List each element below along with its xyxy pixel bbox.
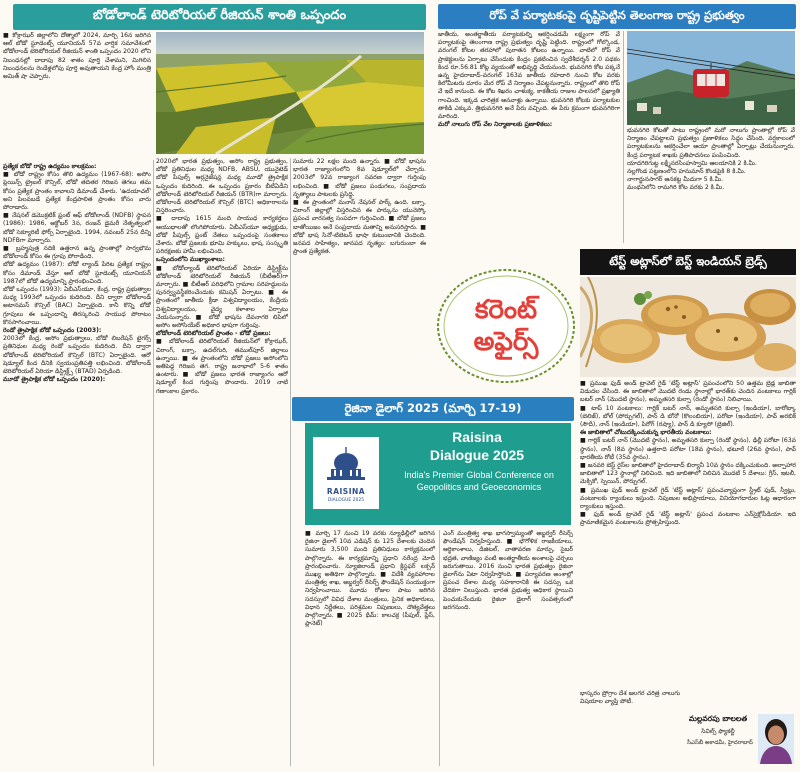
bodoland-title [13, 4, 426, 30]
author-photo [758, 714, 794, 764]
breads-title [580, 249, 796, 275]
ropeway-col2: భువనగిరి కోటతో పాటు రాష్ట్రంలో మరో నాలుగు ప్రాంతాల్లో రోప్ వే నిర్మాణం చేపట్టాలని ప్రభుత్వం ప్రణాళికలు సిద్ధం చేసింది. వర్షకాలంలో పర్యాటకులను ఆకర్షించేలా ఆయా ప్రాంతాల్లో ఏర్పాట్లు చేయనున్నారు. కేంద్ర పర్యాటక శాఖకు ప్రతిపాదనలు పంపించింది. యాదగిరిగుట్ట లక్ష్మీనరసింహస్వామి ఆలయానికి 2 కి.మీ. నల్లగొండ పట్టణంలోని హనుమాన్ కొండపైకి 8 కి.మీ. నాగార్జునసాగర్ ఆనకట్ట మీదుగా 5 కి.మీ. మంథనిలోని రామగిరి కోట వరకు 2 కి.మీ. [627, 127, 795, 192]
breads-title-text: టేస్ట్ అట్లాస్‌లో బెస్ట్ ఇండియన్ బ్రెడ్స్ [609, 253, 767, 268]
ropeway-title-text: రోప్ వే పర్యాటకంపై దృష్టిపెట్టిన తెలంగాణ రాష్ట్ర ప్రభుత్వం [489, 8, 745, 22]
ropeway-photo [627, 31, 795, 125]
raisina-banner-title-1: Raisina [452, 429, 502, 445]
raisina-banner [305, 423, 571, 525]
breads-col: ■ ప్రముఖ ఫుడ్ అండ్ ట్రావెల్ గైడ్ 'టేస్ట్ అట్లాస్' ప్రపంచంలోని 50 ఉత్తమ బ్రెడ్ల జాబితా విడుదల చేసింది. ఈ జాబితాలో మొదటి రెండు స్థానాల్లో భారత్‌కు చెందిన వంటకాలు గార్లిక్ బటర్ నాన్ (మొదటి స్థానం), అమృతసరి కుల్చా (రెండో స్థానం) నిలిచాయి. ■ టాప్ 10 వంటకాలు: గార్లిక్ బటర్ నాన్, అమృతసరి కుల్చా (ఇండియా), బారోట్కా (బెలిజ్), బోల్ (పోర్చుగల్), పాన్ డి బోనో (కొలంబియా), పరోటా (ఇండియా), పావ్ అరబిక్ (సౌదీ), నాన్ (ఇండియా), పిరోగ్ (రష్యా), పాన్ డి క్యూసో (బ్రెజిల్). ఈ జాబితాలో చోటుదక్కించుకున్న భారతీయ వంటకాలు: ■ గార్లిక్ బటర్ నాన్ (మొదటి స్థానం), అమృతసరి కుల్చా (రెండో స్థానం), ఢిల్లీ పరోటా (63వ స్థానం), నాన్ (8వ స్థానం) ఉత్తరాది పరోటా (18వ స్థానం), భటూరే (26వ స్థానం), పావ్ భారతీయ రోటీ (35వ స్థానం). ■ జనవరి బెస్ట్ రైస్‌ల జాబితాలో హైదరాబాద్ బిర్యానీ 10వ స్థానం దక్కించుకుంది. అల్పాహార జాబితాలో 123 స్థానాల్లో నిలిచింది. ఇది జాబితాలో నిలిచిన మొదటి 5 దేశాలు: గ్రీస్, ఇటలీ, మెక్సికో, స్పెయిన్, పోర్చుగల్. ■ ప్రముఖ ఫుడ్ అండ్ ట్రావెల్ గైడ్ 'టేస్ట్ అట్లాస్' ప్రపంచవ్యాప్తంగా స్ట్రీట్ ఫుడ్, స్వీట్లు, వంటకాలకు ర్యాంకులు ఇస్తుంది. నిపుణుల అభిప్రాయాలు, వినియోగదారుల ఓట్ల ఆధారంగా ర్యాంకులు ఇస్తుంది. ■ ఫుడ్ అండ్ ట్రావెల్ గైడ్ 'టేస్ట్ అట్లాస్' ప్రపంచ వంటకాల ఎన్‌సైక్లోపీడియా. ఇది ప్రామాణికమైన వంటకాలను ప్రోత్సహిస్తుంది. [580, 380, 796, 527]
ropeway-col1: జాతీయ, అంతర్జాతీయ పర్యాటకుల్ని ఆకర్షించడమే లక్ష్యంగా రోప్ వే పర్యాటకంపై తెలంగాణ రాష్ట్ర ప్రభుత్వం దృష్టి పెట్టింది. రాష్ట్రంలో గోల్కొండ, వరంగల్ కోటల తరహాలో పురాతన కోటలు ఉన్నాయి. వాటిలో రోప్ వే ప్రాజెక్టులను ఏర్పాటు చేసేందుకు కేంద్రం ప్రకటించిన స్వదేశీదర్శన్ 2.0 పథకం కింద రూ.56.81 కోట్ల వ్యయంతో అభివృద్ధి చేయనుంది. భువనగిరి కోట పక్కనే ఉన్న హైదరాబాద్-వరంగల్ 163వ జాతీయ రహదారి నుంచి కోట వరకు కిలోమీటరు దూరం మేర రోప్ వే నిర్మాణం చేపట్టనున్నారు. రాష్ట్రంలో తొలి రోప్ వే ఇదే కానుంది. ఈ కోట శిఖరం చాళుక్య, కాకతీయ రాజుల పాలనలో ప్రఖ్యాతి గాంచింది. ఇక్కడ చారిత్రక ఆనవాళ్లు ఉన్నాయి. భువనగిరి కోటకు పర్యాటకుల తాకిడి ఎక్కువ. త్రిభువనగిరి అనే పేరు వచ్చింది. ఈ పేరు క్రమంగా భువనగిరిగా మారింది. మరో నాలుగు రోప్ వేల నిర్మాణాలకు ప్రణాళికలు: [438, 31, 620, 129]
bodoland-title-text: బోడోలాండ్ టెరిటోరియల్ రీజియన్ శాంతి ఒప్పందం [92, 8, 347, 23]
raisina-col2: ఎంగ్ మంత్రిత్వ శాఖ భాగస్వామ్యంతో అబ్జర్వర్ రీసెర్చ్ ఫౌండేషన్ నిర్వహిస్తుంది. ■ భౌగోళిక రాజకీయాలు, ఆర్థికాంశాలు, డిజిటల్, వాతావరణ మార్పు, సైబర్ భద్రత, వాణిజ్యం వంటి అంతర్జాతీయ అంశాలపై చర్చలు జరుగుతాయి. 2016 నుంచి భారత ప్రభుత్వం రైజినా డైలాగ్‌ను ఏటా నిర్వహిస్తోంది. ■ పర్యావరణ అంశాల్లో ప్రపంచ దేశాల మధ్య సహకారానికి ఈ సదస్సు ఒక వేదికగా నిలుస్తుంది. భారత ప్రభుత్వ ఆధికార స్థాయిని పెంచుకునేందుకు రైజినా డైలాగ్ సంవత్సరంలో జరగనుంది. [443, 530, 573, 611]
badge-line-1: కరెంట్ [474, 295, 538, 325]
raisina-title [292, 397, 574, 421]
raisina-banner-subtitle: India's Premier Global Conference on Geopolitics and Geoeconomics [404, 470, 554, 492]
raisina-logo-sub: DIALOGUE 2025 [327, 498, 365, 503]
raisina-title-text: రైజినా డైలాగ్ 2025 (మార్చి 17-19) [344, 400, 522, 415]
bodoland-col1: ప్రత్యేక బోడో రాష్ట్ర ఉద్యమం కాలక్రమం: ■ బోడో రాష్ట్రం కోసం తొలి ఉద్యమం (1967-68): అసోం ప్లెయిన్స్ ట్రైబల్ కౌన్సిల్, బోడో తదితర గిరిజన తెగలు తమ కోసం ప్రత్యేక ప్రాంతం కావాలని డిమాండ్ చేశారు. 'ఉదయాచల్' అని పిలవబడే ప్రత్యేక కేంద్రపాలిత ప్రాంతం కోసం వారు పోరాడారు. ■ నేషనల్ డెమొక్రటిక్ ఫ్రంట్ ఆఫ్ బోడోలాండ్ (NDFB) స్థాపన (1986): 1986, అక్టోబర్ 3న, రంజన్ డైమరీ నేతృత్వంలో బోడో సెక్యూరిటీ ఫోర్స్ ఏర్పాటైంది. 1994, నవంబర్ 25న దీన్ని NDFBగా మార్చారు. ■ బ్రహ్మపుత్ర నదికి ఉత్తరాన ఉన్న ప్రాంతాల్లో సార్వభౌమ బోడోలాండ్ కోసం ఈ గ్రూపు పోరాడింది. బోడో ఉద్యమం (1987): బోడో ల్యాండ్ పేరిట ప్రత్యేక రాష్ట్రం కోసం డిమాండ్ చేస్తూ ఆల్ బోడో స్టూడెంట్స్ యూనియన్ 1987లో బోడో ఉద్యమాన్ని ప్రారంభించింది. బోడో ఒప్పందం (1993): ఏబీఎస్‌యూ, కేంద్ర, రాష్ట్ర ప్రభుత్వాల మధ్య 1993లో ఒప్పందం కుదిరింది. దీని ద్వారా బోడోలాండ్ అటానమస్ కౌన్సిల్ (BAC) ఏర్పాటైంది. కానీ కొన్ని బోడో గ్రూపులు ఈ ఒప్పందాన్ని తిరస్కరించి సాయుధ పోరాటం కొనసాగించాయి. రెండో త్రైపాక్షిక బోడో ఒప్పందం (2003): 2003లో కేంద్ర, అసోం ప్రభుత్వాలు, బోడో లిబరేషన్ టైగర్స్ ప్రతినిధుల మధ్య రెండో ఒప్పందం కుదిరింది. దీని ద్వారా బోడోలాండ్ టెరిటోరియల్ కౌన్సిల్ (BTC) ఏర్పాటైంది. ఆరో షెడ్యూల్ కింద దీనికి స్వయంప్రతిపత్తి లభించింది. బోడోలాండ్ టెరిటోరియల్ ఏరియా డిస్ట్రిక్ట్స్ (BTAD) ఏర్పడింది. మూడో త్రైపాక్షిక బోడో ఒప్పందం (2020): [3, 163, 151, 384]
bodoland-col3: సుమారు 22 లక్షల మంది ఉన్నారు. ■ బోడో భాషను భారత రాజ్యాంగంలోని 8వ షెడ్యూల్‌లో చేర్చారు. 2003లో 92వ రాజ్యాంగ సవరణ ద్వారా గుర్తింపు లభించింది. ■ బోడో ప్రజలు పండుగలు, సంప్రదాయ నృత్యాలు పాటలకు ప్రసిద్ధి. ■ ఈ ప్రాంతంలో మనాస్ నేషనల్ పార్క్ ఉంది. బక్సా, చిరాంగ్ జిల్లాల్లో విస్తరించిన ఈ పార్కును యునెస్కో ప్రపంచ వారసత్వ సంపదగా గుర్తించింది. ■ బోడో ప్రజలు బాతోయిజం అనే సంప్రదాయ మతాన్ని అనుసరిస్తారు. ■ బోడో భాష సినో-టిబెటన్ భాషా కుటుంబానికి చెందింది. జనపద సాహిత్యం, జానపద నృత్యం: బగురుంబా ఈ ప్రాంత ప్రత్యేకత. [293, 158, 426, 256]
farmland-photo [156, 32, 424, 154]
breads-photo [580, 277, 796, 377]
bodoland-intro: ■ కోక్రాఝర్ జిల్లాలోని దోత్మాలో 2024, మార్చి 16న జరిగిన ఆల్ బోడో స్టూడెంట్స్ యూనియన్ 57వ వార్షిక సమావేశంలో బోడోలాండ్ టెరిటోరియల్ రీజియన్ శాంతి ఒప్పందం 2020 లోని నిబంధనల్లో దాదాపు 82 శాతం పూర్తి చేశామని, మిగిలిన నిబంధనలను రెండేళ్లలోపు పూర్తి అవుతాయని కేంద్ర హోం మంత్రి అమిత్ షా చెప్పారు. [3, 32, 151, 81]
current-affairs-badge [435, 266, 577, 386]
author-role: సివిల్స్ ఫ్యాకల్టీ [701, 728, 735, 735]
author-box [683, 712, 797, 768]
raisina-logo [313, 437, 379, 509]
raisina-logo-word: RAISINA [326, 487, 366, 496]
author-org: సీఎస్‌బీ అకాడమీ, హైదరాబాద్ [687, 740, 753, 746]
breads-tail: భాస్కరం ప్రోగ్రాం దేశ జలగర చరిత్ర నాలుగు విషయాల వ్యాప్తి పోటీ. [580, 690, 680, 706]
ropeway-title [438, 4, 796, 29]
raisina-col1: ■ మార్చి 17 నుంచి 19 వరకు న్యూఢిల్లీలో జరిగిన రైజినా డైలాగ్ 10వ ఎడిషన్ కు 125 దేశాలకు చెందిన సుమారు 3,500 మంది ప్రతినిధులు కార్యక్రమంలో పాల్గొన్నారు. ఈ కార్యక్రమాన్ని ప్రధాని నరేంద్ర మోదీ ప్రారంభించారు. న్యూజిలాండ్ ప్రధాని క్రిస్టఫర్ లక్సన్ ముఖ్య అతిథిగా పాల్గొన్నారు. ■ విదేశీ వ్యవహారాల మంత్రిత్వ శాఖ, అబ్జర్వర్ రీసెర్చ్ ఫౌండేషన్ సంయుక్తంగా నిర్వహించాయి. మూడు రోజుల పాటు జరిగిన సదస్సులో వివిధ దేశాల మంత్రులు, సైనిక అధికారులు, విధాన నిర్ణేతలు, పరిశ్రమల నిపుణులు, దౌత్యవేత్తలు పాల్గొన్నారు. ■ 2025 థీమ్: కాలచక్ర (పీపుల్, ప్లేస్, ప్లానెట్) [305, 530, 435, 628]
badge-line-2: అఫైర్స్ [473, 327, 539, 357]
bodoland-col2: 2020లో భారత ప్రభుత్వం, అసోం రాష్ట్ర ప్రభుత్వం, బోడో ప్రతినిధుల మధ్య NDFB, ABSU, యునైటెడ్ బోడో పీపుల్స్ ఆర్గనైజేషన్ల మధ్య మూడో త్రైపాక్షిక ఒప్పందం కుదిరింది. ఈ ఒప్పందం ప్రకారం బీటీఏడీని బోడోలాండ్ టెరిటోరియల్ రీజియన్ (BTR)గా మార్చారు. బోడోలాండ్ టెరిటోరియల్ కౌన్సిల్ (BTC) అధికారాలను విస్తరించారు. ■ దాదాపు 1615 మంది సాయుధ కార్యకర్తలు ఆయుధాలతో లొంగిపోయారు. ఏబీఎస్‌యూ అధ్యక్షుడు, బోడో పీపుల్స్ ఫ్రంట్ నేతలు ఒప్పందంపై సంతకాలు చేశారు. బోడో ప్రజలకు భూమి హక్కులు, భాష, సంస్కృతి పరిరక్షణకు హామీ లభించింది. ఒప్పందంలోని ముఖ్యాంశాలు: ■ బోడోల్యాండ్ టెరిటోరియల్ ఏరియా డిస్ట్రిక్ట్‌ను బోడోలాండ్ టెరిటోరియల్ రీజియన్ (బీటీఆర్)గా మార్చారు. ■ బీటీఆర్ పరిధిలోని గ్రామాల సరిహద్దులను పునర్వ్యవస్థీకరించేందుకు కమిషన్ ఏర్పాటు. ■ ఈ ప్రాంతంలో జాతీయ క్రీడా విశ్వవిద్యాలయం, కేంద్రీయ విశ్వవిద్యాలయం, వైద్య కళాశాల ఏర్పాటు చేయనున్నారు. ■ బోడో భాషను దేవనాగరి లిపిలో అసోం అసోసియేట్ అధికార భాషగా గుర్తింపు. బోడోలాండ్ టెరిటోరియల్ ప్రాంతం - బోడో ప్రజలు: ■ బోడోలాండ్ టెరిటోరియల్ రీజియన్‌లో కోక్రాఝర్, చిరాంగ్, బక్సా, ఉదల్‌గురి, తముల్‌పూర్ జిల్లాలు ఉన్నాయి. ■ ఈ ప్రాంతంలోని బోడో ప్రజలు అసోంలోని అతిపెద్ద గిరిజన తెగ. రాష్ట్ర జనాభాలో 5-6 శాతం ఉంటారు. ■ బోడో ప్రజలు భారత రాజ్యాంగం ఆరో షెడ్యూల్ కింద గుర్తింపు పొందారు. 2019 నాటి గణాంకాల ప్రకారం. [156, 158, 288, 395]
author-name: మల్లవరపు బాలలత [688, 714, 748, 723]
raisina-banner-title-2: Dialogue 2025 [429, 447, 525, 463]
